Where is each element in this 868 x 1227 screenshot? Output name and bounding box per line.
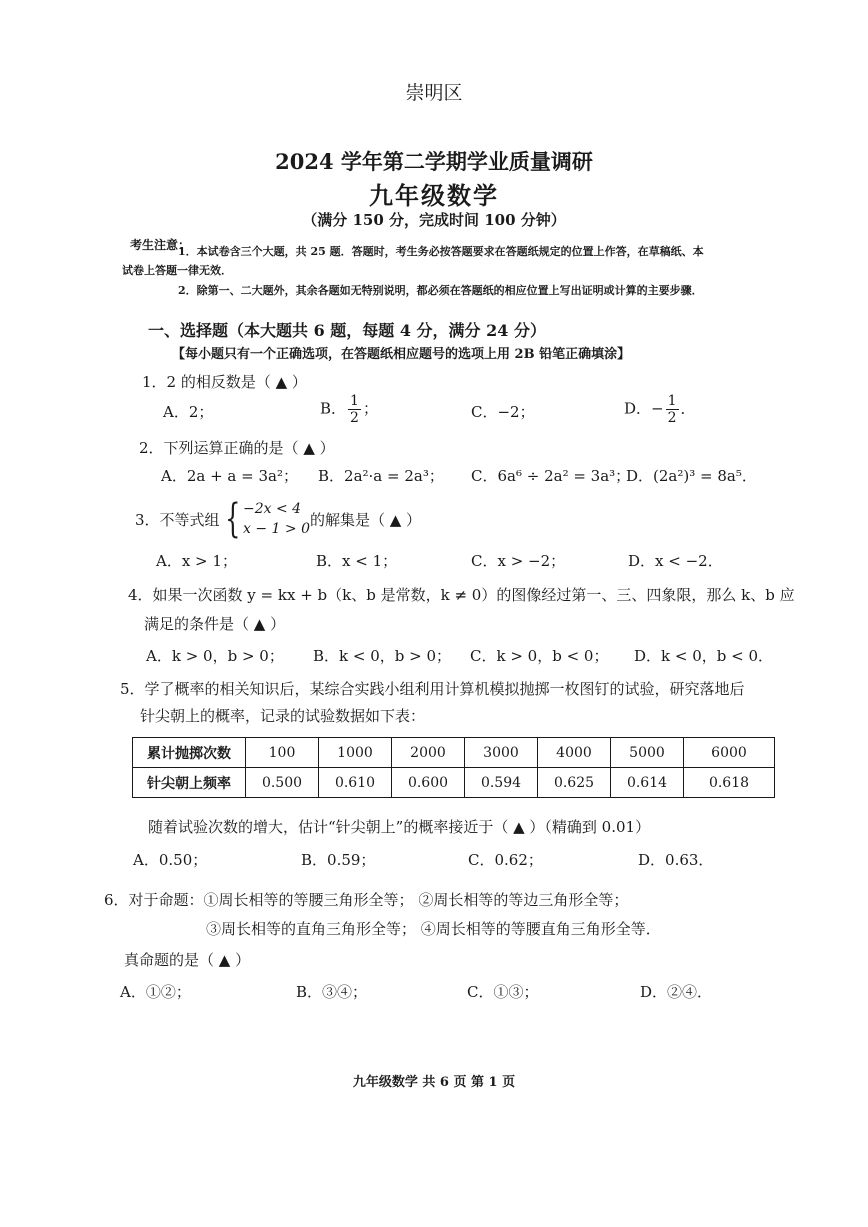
question-1-option-a: A．2；	[163, 403, 214, 421]
one-half-fraction	[348, 393, 361, 426]
question-6-option-d: D．②④．	[640, 983, 713, 1001]
question-3-stem-prefix: 3．不等式组	[135, 510, 220, 529]
question-5-option-c: C．0.62；	[468, 851, 543, 869]
table-cell: 0.610	[319, 768, 392, 798]
table-row	[133, 768, 775, 798]
question-4-stem-line-1: 4．如果一次函数 y = kx + b（k、b 是常数，k ≠ 0）的图像经过第一、三、四象限，那么 k、b 应	[128, 586, 795, 604]
table-cell: 0.500	[246, 768, 319, 798]
negative-one-half-fraction	[666, 393, 679, 426]
score-info: （满分 150 分，完成时间 100 分钟）	[302, 211, 566, 229]
option-d-label: D．−	[624, 399, 664, 418]
question-6-option-a: A．①②；	[120, 983, 191, 1001]
question-6-stem-line-1: 6．对于命题：①周长相等的等腰三角形全等； ②周长相等的等边三角形全等；	[104, 891, 629, 909]
inequality-2: x − 1 > 0	[243, 521, 310, 537]
fraction-numerator: 1	[350, 393, 359, 409]
question-6-stem-line-3: 真命题的是（ ▲ ）	[124, 951, 251, 969]
question-2-option-d: D．(2a²)³ = 8a⁵．	[626, 467, 757, 485]
table-cell: 5000	[611, 738, 684, 768]
question-2-option-c: C．6a⁶ ÷ 2a² = 3a³；	[471, 467, 631, 485]
question-3-option-a: A．x > 1；	[156, 552, 237, 570]
question-3-stem-suffix: 的解集是（ ▲ ）	[309, 510, 422, 529]
experiment-data-table	[132, 737, 775, 798]
table-row	[133, 738, 775, 768]
question-4-option-a: A．k > 0，b > 0；	[146, 647, 284, 665]
fraction-denominator: 2	[667, 410, 677, 426]
question-5-option-b: B．0.59；	[301, 851, 376, 869]
fraction-numerator: 1	[667, 393, 677, 409]
fraction-denominator: 2	[350, 410, 359, 426]
table-cell: 0.614	[611, 768, 684, 798]
question-6-stem-line-2: ③周长相等的直角三角形全等； ④周长相等的等腰直角三角形全等．	[206, 920, 661, 938]
table-cell: 1000	[319, 738, 392, 768]
question-3-stem	[135, 496, 422, 542]
question-2-option-b: B．2a²·a = 2a³；	[318, 467, 444, 485]
table-cell: 100	[246, 738, 319, 768]
section-1-instruction: 【每小题只有一个正确选项，在答题纸相应题号的选项上用 2B 铅笔正确填涂】	[172, 347, 631, 362]
question-5-option-d: D．0.63．	[638, 851, 714, 869]
question-3-option-c: C．x > −2；	[471, 552, 566, 570]
question-1-option-c: C．−2；	[471, 403, 535, 421]
table-cell: 0.594	[465, 768, 538, 798]
question-5-stem-line-2: 针尖朝上的概率，记录的试验数据如下表：	[140, 707, 426, 725]
exam-subject: 九年级数学	[369, 181, 499, 210]
table-cell: 2000	[392, 738, 465, 768]
notice-item-2: 2．除第一、二大题外，其余各题如无特别说明，都必须在答题纸的相应位置上写出证明或计算的主要步骤．	[178, 284, 703, 297]
question-3-option-d: D．x < −2．	[628, 552, 723, 570]
question-2-option-a: A．2a + a = 3a²；	[161, 467, 298, 485]
option-b-tail: ；	[362, 399, 378, 418]
table-row-header: 累计抛掷次数	[133, 738, 246, 768]
inequality-system	[220, 496, 310, 542]
table-cell: 0.625	[538, 768, 611, 798]
table-cell: 6000	[684, 738, 775, 768]
question-3-option-b: B．x < 1；	[316, 552, 398, 570]
question-4-option-d: D．k < 0，b < 0．	[634, 647, 774, 665]
question-1-option-b	[320, 393, 378, 426]
question-5-question: 随着试验次数的增大，估计“针尖朝上”的概率接近于（ ▲ ）（精确到 0.01）	[148, 818, 651, 836]
notice-heading: 考生注意：	[130, 238, 191, 252]
question-2-stem: 2．下列运算正确的是（ ▲ ）	[139, 439, 335, 457]
question-4-option-b: B．k < 0，b > 0；	[313, 647, 452, 665]
inequality-1: −2x < 4	[243, 501, 302, 517]
district-label: 崇明区	[405, 82, 463, 104]
question-6-option-c: C．①③；	[467, 983, 539, 1001]
notice-item-1-line-1: 1．本试卷含三个大题，共 25 题．答题时，考生务必按答题要求在答题纸规定的位置上作答，在草稿纸、本	[178, 245, 704, 258]
option-d-tail: ．	[680, 399, 696, 418]
option-b-label: B．	[320, 399, 347, 418]
left-brace-icon: {	[224, 496, 240, 542]
section-1-title: 一、选择题（本大题共 6 题，每题 4 分，满分 24 分）	[148, 321, 546, 340]
page-footer: 九年级数学 共 6 页 第 1 页	[352, 1075, 516, 1090]
table-cell: 3000	[465, 738, 538, 768]
table-cell: 0.600	[392, 768, 465, 798]
exam-title: 2024 学年第二学期学业质量调研	[275, 149, 593, 174]
table-cell: 0.618	[684, 768, 775, 798]
question-5-option-a: A．0.50；	[133, 851, 208, 869]
question-1-stem: 1．2 的相反数是（ ▲ ）	[142, 373, 307, 391]
question-4-stem-line-2: 满足的条件是（ ▲ ）	[144, 615, 286, 633]
notice-item-1-line-2: 试卷上答题一律无效．	[122, 264, 232, 277]
question-5-stem-line-1: 5．学了概率的相关知识后，某综合实践小组利用计算机模拟抛掷一枚图钉的试验，研究落地后	[120, 680, 745, 698]
question-1-option-d	[624, 393, 696, 426]
question-6-option-b: B．③④；	[296, 983, 368, 1001]
table-cell: 4000	[538, 738, 611, 768]
question-4-option-c: C．k > 0，b < 0；	[470, 647, 609, 665]
table-row-header: 针尖朝上频率	[133, 768, 246, 798]
